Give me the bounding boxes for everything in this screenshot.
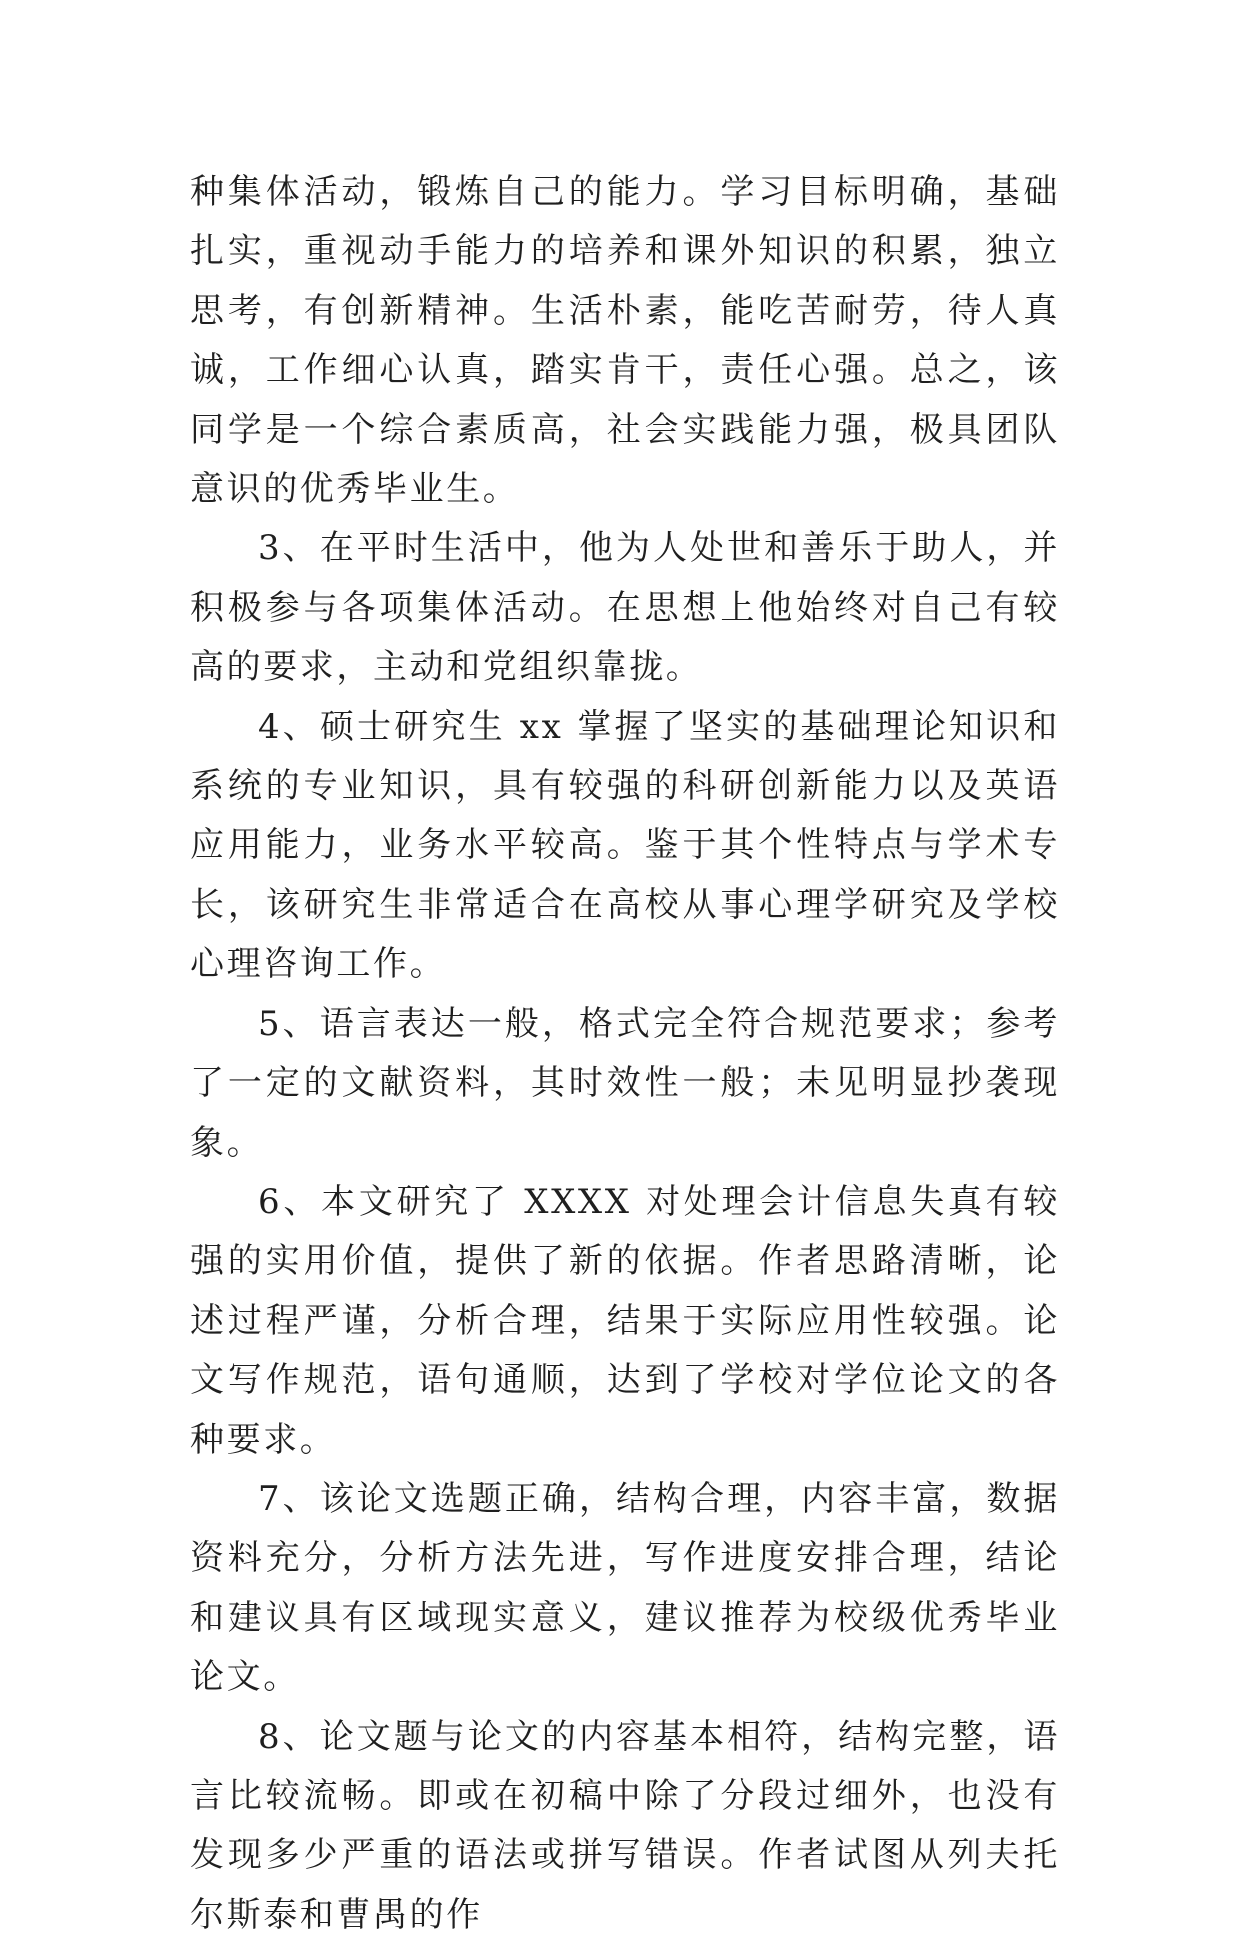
paragraph-item-4: 4、硕士研究生 xx 掌握了坚实的基础理论知识和系统的专业知识，具有较强的科研创新能力以及英语应用能力，业务水平较高。鉴于其个性特点与学术专长，该研究生非常适合在高校从事心理学研究及学校心理咨询工作。: [190, 706, 1060, 985]
paragraph-item-6: 6、本文研究了 XXXX 对处理会计信息失真有较强的实用价值，提供了新的依据。作者思路清晰，论述过程严谨，分析合理，结果于实际应用性较强。论文写作规范，语句通顺，达到了学校对学位论文的各种要求。: [190, 1181, 1060, 1460]
paragraph-item-3: 3、在平时生活中，他为人处世和善乐于助人，并积极参与各项集体活动。在思想上他始终对自己有较高的要求，主动和党组织靠拢。: [190, 528, 1060, 688]
paragraph-continuation: 种集体活动，锻炼自己的能力。学习目标明确，基础扎实，重视动手能力的培养和课外知识的积累，独立思考，有创新精神。生活朴素，能吃苦耐劳，待人真诚，工作细心认真，踏实肯干，责任心强。总之，该同学是一个综合素质高，社会实践能力强，极具团队意识的优秀毕业生。: [190, 172, 1060, 510]
paragraph-item-7: 7、该论文选题正确，结构合理，内容丰富，数据资料充分，分析方法先进，写作进度安排合理，结论和建议具有区域现实意义，建议推荐为校级优秀毕业论文。: [190, 1478, 1060, 1698]
document-body: [190, 163, 1060, 1945]
paragraph-item-8: 8、论文题与论文的内容基本相符，结构完整，语言比较流畅。即或在初稿中除了分段过细外，也没有发现多少严重的语法或拼写错误。作者试图从列夫托尔斯泰和曹禺的作: [190, 1716, 1060, 1935]
paragraph-item-5: 5、语言表达一般，格式完全符合规范要求；参考了一定的文献资料，其时效性一般；未见明显抄袭现象。: [190, 1003, 1060, 1163]
